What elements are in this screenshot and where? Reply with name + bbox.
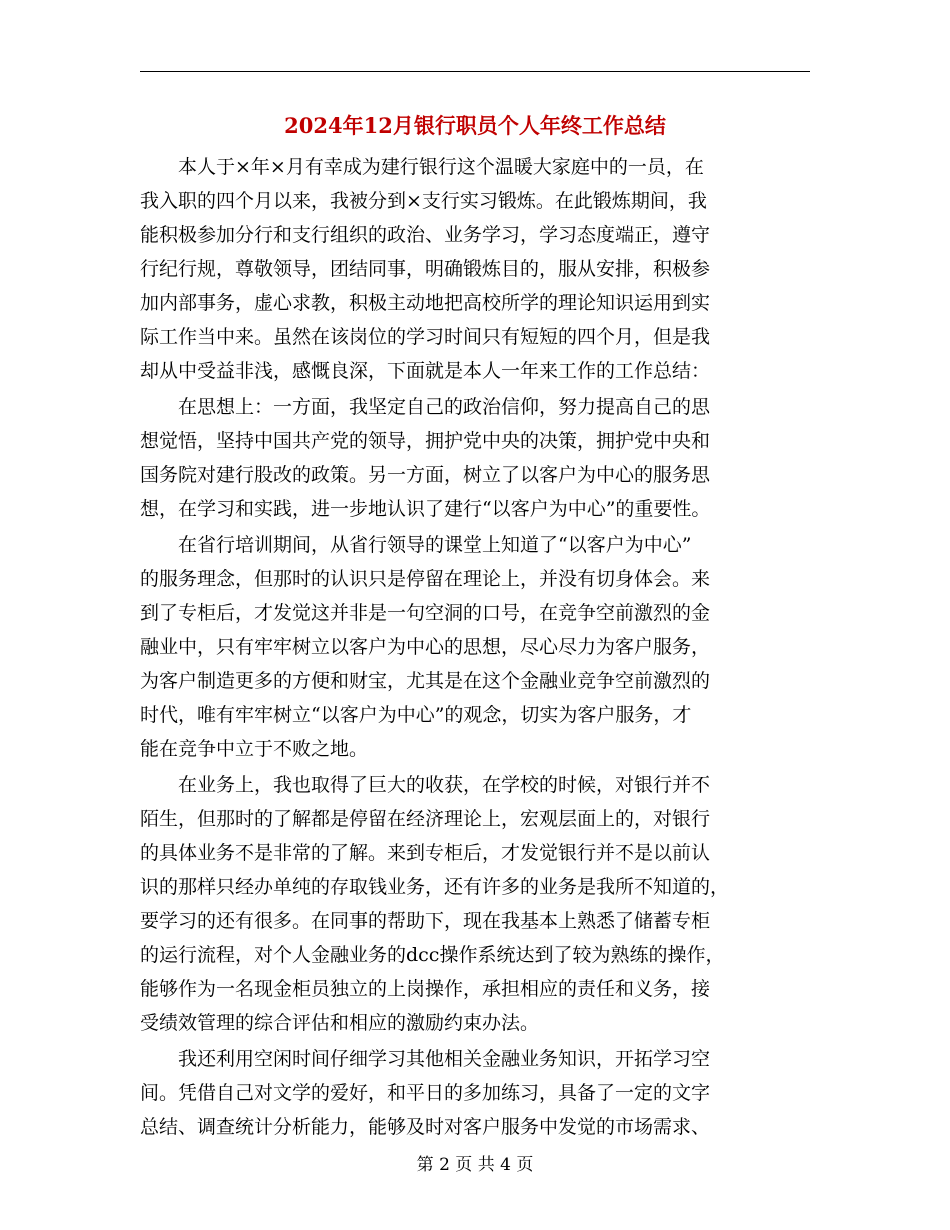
text-line: 加内部事务，虚心求教，积极主动地把高校所学的理论知识运用到实 xyxy=(140,292,711,314)
text-line: 行纪行规，尊敬领导，团结同事，明确锻炼目的，服从安排，积极参 xyxy=(140,258,711,280)
paragraph xyxy=(140,768,810,1040)
text-line: 受绩效管理的综合评估和相应的激励约束办法。 xyxy=(140,1012,540,1034)
text-line: 想觉悟，坚持中国共产党的领导，拥护党中央的决策，拥护党中央和 xyxy=(140,430,711,452)
text-line: 能够作为一名现金柜员独立的上岗操作，承担相应的责任和义务，接 xyxy=(140,978,711,1000)
text-line: 际工作当中来。虽然在该岗位的学习时间只有短短的四个月，但是我 xyxy=(140,326,711,348)
text-line: 陌生，但那时的了解都是停留在经济理论上，宏观层面上的，对银行 xyxy=(140,808,711,830)
document-body xyxy=(140,150,810,1144)
text-line: 想，在学习和实践，进一步地认识了建行“以客户为中心”的重要性。 xyxy=(140,498,711,520)
text-line: 在省行培训期间，从省行领导的课堂上知道了“以客户为中心” xyxy=(178,534,692,556)
page-number: 第 2 页 共 4 页 xyxy=(416,1155,534,1175)
header-rule xyxy=(140,71,810,72)
text-line: 能积极参加分行和支行组织的政治、业务学习，学习态度端正，遵守 xyxy=(140,224,711,246)
text-line: 间。凭借自己对文学的爱好，和平日的多加练习，具备了一定的文字 xyxy=(140,1082,711,1104)
text-line: 的运行流程，对个人金融业务的dcc操作系统达到了较为熟练的操作， xyxy=(140,944,725,966)
text-line: 到了专柜后，才发觉这并非是一句空洞的口号，在竞争空前激烈的金 xyxy=(140,602,711,624)
text-line: 要学习的还有很多。在同事的帮助下，现在我基本上熟悉了储蓄专柜 xyxy=(140,910,711,932)
text-line: 我入职的四个月以来，我被分到×支行实习锻炼。在此锻炼期间，我 xyxy=(140,190,707,212)
text-line: 为客户制造更多的方便和财宝，尤其是在这个金融业竞争空前激烈的 xyxy=(140,670,711,692)
text-line: 在业务上，我也取得了巨大的收获，在学校的时候，对银行并不 xyxy=(178,774,711,796)
text-line: 我还利用空闲时间仔细学习其他相关金融业务知识，开拓学习空 xyxy=(178,1048,711,1070)
text-line: 融业中，只有牢牢树立以客户为中心的思想，尽心尽力为客户服务， xyxy=(140,636,711,658)
text-line: 在思想上：一方面，我坚定自己的政治信仰，努力提高自己的思 xyxy=(178,396,711,418)
text-line: 总结、调查统计分析能力，能够及时对客户服务中发觉的市场需求、 xyxy=(140,1116,711,1138)
paragraph xyxy=(140,150,810,388)
paragraph xyxy=(140,1042,810,1144)
text-line: 国务院对建行股改的政策。另一方面，树立了以客户为中心的服务思 xyxy=(140,464,711,486)
paragraph xyxy=(140,390,810,526)
text-line: 识的那样只经办单纯的存取钱业务，还有许多的业务是我所不知道的， xyxy=(140,876,730,898)
text-line: 本人于×年×月有幸成为建行银行这个温暖大家庭中的一员，在 xyxy=(178,156,704,178)
text-line: 时代，唯有牢牢树立“以客户为中心”的观念，切实为客户服务，才 xyxy=(140,704,692,726)
document-title: 2024年12月银行职员个人年终工作总结 xyxy=(284,113,666,138)
text-line: 却从中受益非浅，感慨良深，下面就是本人一年来工作的工作总结： xyxy=(140,360,711,382)
paragraph xyxy=(140,528,810,766)
text-line: 的服务理念，但那时的认识只是停留在理论上，并没有切身体会。来 xyxy=(140,568,711,590)
text-line: 的具体业务不是非常的了解。来到专柜后，才发觉银行并不是以前认 xyxy=(140,842,711,864)
text-line: 能在竞争中立于不败之地。 xyxy=(140,738,369,760)
